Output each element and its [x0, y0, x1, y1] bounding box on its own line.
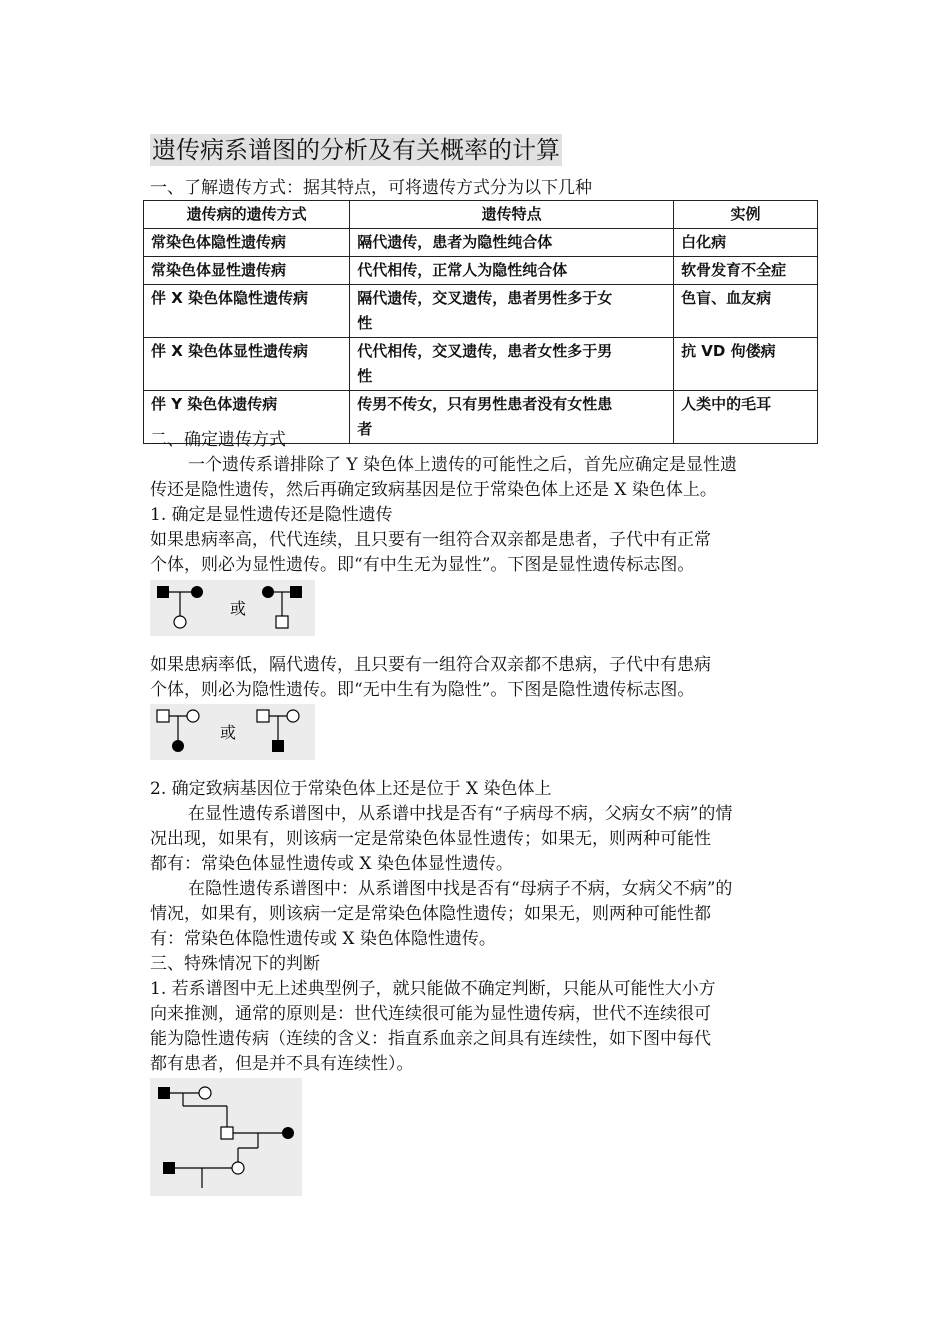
inheritance-table [143, 200, 818, 444]
feature-line: 性 [357, 314, 373, 332]
table-cell-feature [350, 229, 674, 257]
table-cell-mode: 伴 Y 染色体遗传病 [144, 391, 350, 444]
feature-line: 者 [357, 420, 373, 438]
table-cell-feature [350, 391, 674, 444]
table-cell-feature [350, 338, 674, 391]
paragraph-line: 传还是隐性遗传，然后再确定致病基因是位于常染色体上还是 X 染色体上。 [150, 480, 717, 500]
table-header-row [144, 201, 818, 229]
table-row [144, 338, 818, 391]
page-title: 遗传病系谱图的分析及有关概率的计算 [152, 136, 560, 164]
table-header: 遗传病的遗传方式 [144, 201, 350, 229]
feature-line: 代代相传，正常人为隐性纯合体 [357, 261, 568, 279]
recessive-pedigree-figure [150, 704, 315, 760]
table-row [144, 257, 818, 285]
dominant-pedigree-figure [150, 580, 315, 636]
paragraph-line: 有：常染色体隐性遗传或 X 染色体隐性遗传。 [150, 929, 496, 949]
paragraph-line: 都有患者，但是并不具有连续性）。 [150, 1054, 414, 1074]
or-label: 或 [230, 599, 247, 618]
table-cell-example: 色盲、血友病 [674, 285, 818, 338]
normal-female-symbol [174, 616, 186, 628]
table-row [144, 229, 818, 257]
affected-female-symbol [172, 740, 184, 752]
three-generation-pedigree-figure [150, 1078, 302, 1196]
or-label: 或 [220, 723, 237, 742]
normal-female-symbol [232, 1162, 244, 1174]
table-cell-mode: 常染色体显性遗传病 [144, 257, 350, 285]
normal-male-symbol [276, 616, 288, 628]
table-cell-feature [350, 285, 674, 338]
normal-male-symbol [257, 710, 269, 722]
normal-female-symbol [287, 710, 299, 722]
table-row [144, 285, 818, 338]
feature-line: 传男不传女，只有男性患者没有女性患 [357, 395, 613, 413]
section3-heading: 三、特殊情况下的判断 [150, 954, 320, 974]
affected-male-symbol [290, 586, 302, 598]
feature-line: 性 [357, 367, 373, 385]
affected-male-symbol [158, 1087, 170, 1099]
subheading-2: 2. 确定致病基因位于常染色体上还是位于 X 染色体上 [150, 779, 552, 799]
recessive-pedigree-diagram [150, 704, 315, 760]
paragraph-line: 都有：常染色体显性遗传或 X 染色体显性遗传。 [150, 854, 513, 874]
paragraph-line: 况出现，如果有，则该病一定是常染色体显性遗传；如果无，则两种可能性 [150, 829, 711, 849]
table-header: 实例 [674, 201, 818, 229]
dominant-pedigree-diagram [150, 580, 315, 636]
table-cell-mode: 伴 X 染色体显性遗传病 [144, 338, 350, 391]
paragraph-line: 个体，则必为显性遗传。即“有中生无为显性”。下图是显性遗传标志图。 [150, 555, 695, 575]
table-header: 遗传特点 [350, 201, 674, 229]
feature-line: 隔代遗传，患者为隐性纯合体 [357, 233, 553, 251]
affected-male-symbol [163, 1162, 175, 1174]
affected-female-symbol [262, 586, 274, 598]
paragraph-line: 个体，则必为隐性遗传。即“无中生有为隐性”。下图是隐性遗传标志图。 [150, 680, 695, 700]
paragraph-line: 情况，如果有，则该病一定是常染色体隐性遗传；如果无，则两种可能性都 [150, 904, 711, 924]
table-cell-example: 白化病 [674, 229, 818, 257]
paragraph-line: 如果患病率低，隔代遗传，且只要有一组符合双亲都不患病，子代中有患病 [150, 655, 711, 675]
normal-female-symbol [187, 710, 199, 722]
paragraph-line: 在显性遗传系谱图中，从系谱中找是否有“子病母不病，父病女不病”的情 [188, 804, 733, 824]
paragraph-line: 向来推测，通常的原则是：世代连续很可能为显性遗传病，世代不连续很可 [150, 1004, 711, 1024]
normal-male-symbol [157, 710, 169, 722]
section2-heading: 二、确定遗传方式 [150, 430, 286, 450]
affected-female-symbol [191, 586, 203, 598]
section1-heading: 一、了解遗传方式：据其特点，可将遗传方式分为以下几种 [150, 178, 592, 198]
paragraph-line: 能为隐性遗传病（连续的含义：指直系血亲之间具有连续性，如下图中每代 [150, 1029, 711, 1049]
subheading-1: 1. 确定是显性遗传还是隐性遗传 [150, 505, 393, 525]
three-generation-pedigree-diagram [150, 1078, 302, 1196]
normal-male-symbol [221, 1127, 233, 1139]
affected-male-symbol [157, 586, 169, 598]
table-cell-example: 人类中的毛耳 [674, 391, 818, 444]
paragraph-line: 1. 若系谱图中无上述典型例子，就只能做不确定判断，只能从可能性大小方 [150, 979, 716, 999]
paragraph-line: 如果患病率高，代代连续，且只要有一组符合双亲都是患者，子代中有正常 [150, 530, 711, 550]
affected-male-symbol [272, 740, 284, 752]
table-cell-feature [350, 257, 674, 285]
paragraph-line: 在隐性遗传系谱图中：从系谱图中找是否有“母病子不病，女病父不病”的 [188, 879, 733, 899]
feature-line: 代代相传，交叉遗传，患者女性多于男 [357, 342, 613, 360]
table-cell-mode: 伴 X 染色体隐性遗传病 [144, 285, 350, 338]
paragraph-line: 一个遗传系谱排除了 Y 染色体上遗传的可能性之后，首先应确定是显性遗 [188, 455, 738, 475]
table-cell-mode: 常染色体隐性遗传病 [144, 229, 350, 257]
affected-female-symbol [282, 1127, 294, 1139]
normal-female-symbol [199, 1087, 211, 1099]
table-cell-example: 抗 VD 佝偻病 [674, 338, 818, 391]
feature-line: 隔代遗传，交叉遗传，患者男性多于女 [357, 289, 613, 307]
table-cell-example: 软骨发育不全症 [674, 257, 818, 285]
